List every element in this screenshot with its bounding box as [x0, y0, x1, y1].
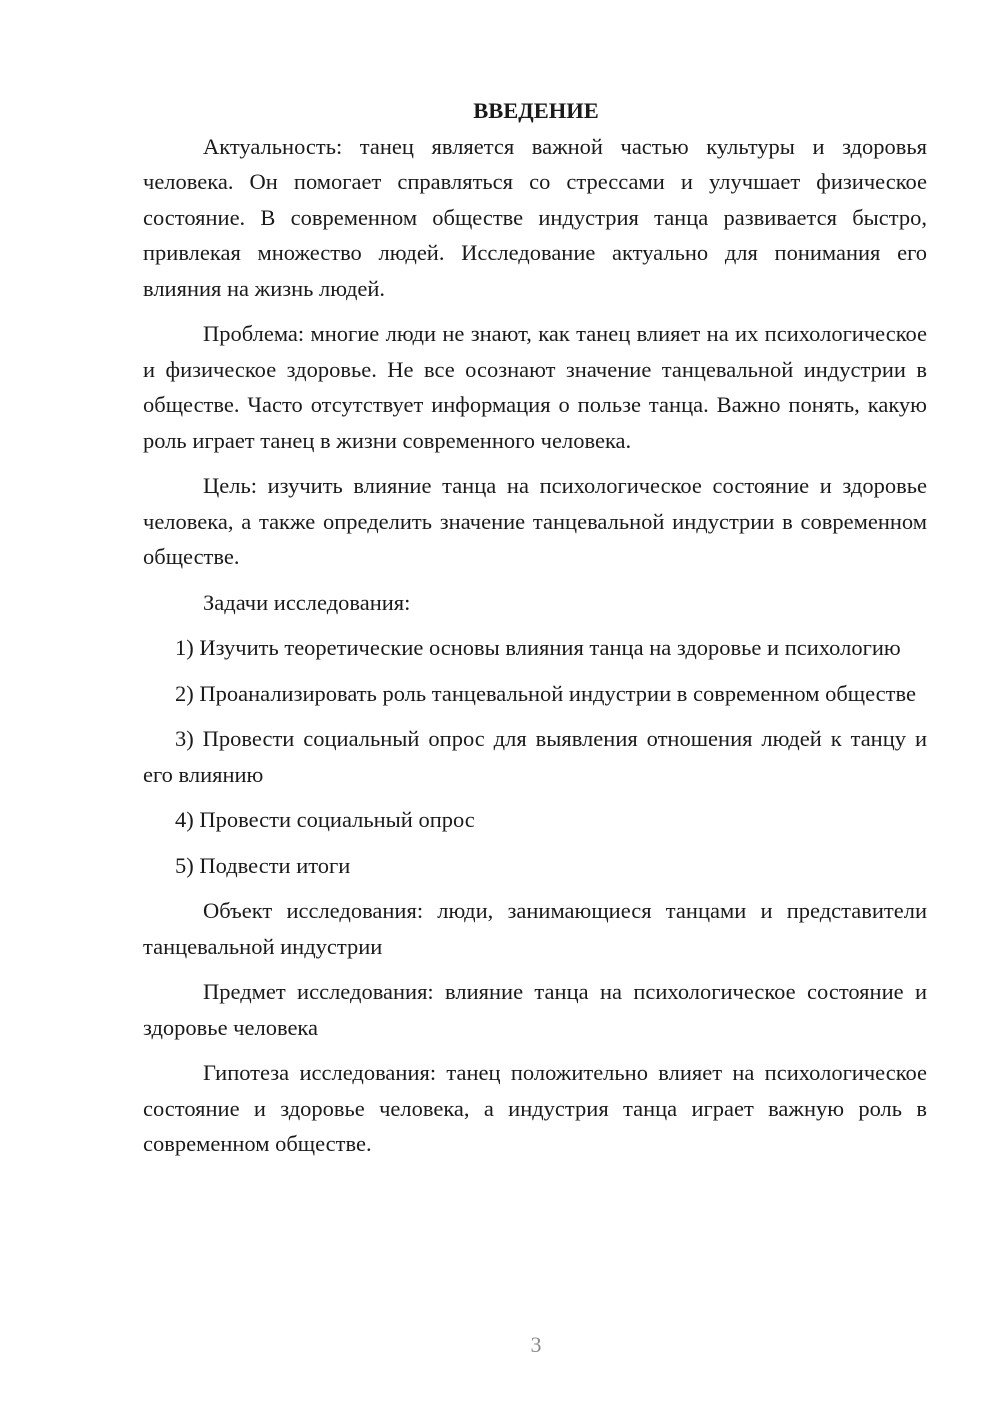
- task-item: 1) Изучить теоретические основы влияния танца на здоровье и психологию: [175, 635, 901, 660]
- problem-paragraph: Проблема: многие люди не знают, как танец влияет на их психологическое и физическое здоровье. Не все осознают значение танцевальной индустрии в обществе. Часто отсутствует информация о пользе танца. Важно понять, какую роль играет танец в жизни современного человека.: [143, 321, 927, 453]
- relevance-paragraph: Актуальность: танец является важной частью культуры и здоровья человека. Он помогает справляться со стрессами и улучшает физическое состояние. В современном обществе индустрия танца развивается быстро, привлекая множество людей. Исследование актуально для понимания его влияния на жизнь людей.: [143, 133, 927, 301]
- task-item: 5) Подвести итоги: [175, 852, 351, 878]
- tasks-heading: Задачи исследования:: [203, 589, 411, 615]
- object-paragraph: Объект исследования: люди, занимающиеся танцами и представители танцевальной индустрии: [143, 898, 927, 959]
- task-item: 2) Проанализировать роль танцевальной индустрии в современном обществе: [175, 680, 916, 706]
- hypothesis-paragraph: Гипотеза исследования: танец положительно влияет на психологическое состояние и здоровье человека, а индустрия танца играет важную роль в современном обществе.: [143, 1060, 927, 1156]
- document-page: [143, 93, 927, 1172]
- section-title: ВВЕДЕНИЕ: [473, 98, 599, 123]
- subject-paragraph: Предмет исследования: влияние танца на психологическое состояние и здоровье человека: [143, 979, 927, 1040]
- page-number: 3: [530, 1332, 542, 1357]
- goal-paragraph: Цель: изучить влияние танца на психологическое состояние и здоровье человека, а также определить значение танцевальной индустрии в современном обществе.: [143, 473, 927, 569]
- task-item: 4) Провести социальный опрос: [175, 807, 475, 832]
- task-item: 3) Провести социальный опрос для выявления отношения людей к танцу и его влиянию: [143, 726, 927, 787]
